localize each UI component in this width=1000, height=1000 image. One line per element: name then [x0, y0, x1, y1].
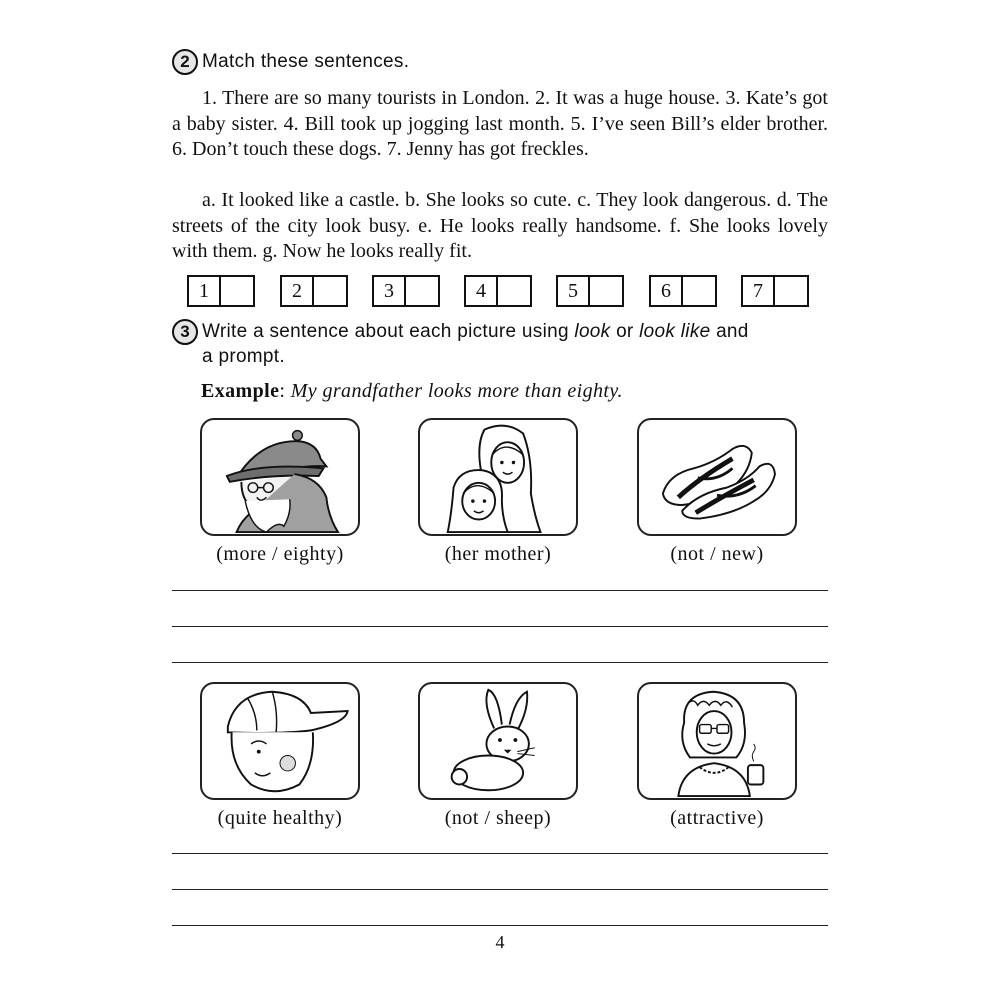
- picture-caption: (quite healthy): [217, 807, 343, 829]
- picture-mother-daughter: [418, 418, 578, 536]
- picture-caption: (her mother): [444, 543, 552, 565]
- answer-box[interactable]: 2: [280, 275, 348, 307]
- task-2-answers: a. It looked like a castle. b. She looks so cute. c. They look dangerous. d. The streets of the city look busy. e. He looks really handsome. f. She looks lovely with them. g. Now he looks really fit.: [172, 189, 828, 262]
- answer-box[interactable]: 1: [187, 275, 255, 307]
- example-sentence: Example: My grandfather looks more than eighty.: [201, 380, 623, 402]
- picture-caption: (attractive): [670, 807, 764, 829]
- writing-line[interactable]: [172, 662, 828, 663]
- task-2-heading: Match these sentences.: [202, 51, 410, 72]
- rabbit-icon: [420, 684, 576, 798]
- writing-line[interactable]: [172, 889, 828, 890]
- answer-box[interactable]: 5: [556, 275, 624, 307]
- woman-glasses-icon: [639, 684, 795, 798]
- picture-old-man: [200, 418, 360, 536]
- picture-woman-glasses: [637, 682, 797, 800]
- picture-caption: (more / eighty): [216, 543, 344, 565]
- task-3-number: 3: [172, 319, 198, 345]
- picture-caption: (not / new): [670, 543, 764, 565]
- answer-box[interactable]: 4: [464, 275, 532, 307]
- writing-line[interactable]: [172, 925, 828, 926]
- picture-caption: (not / sheep): [444, 807, 552, 829]
- writing-line[interactable]: [172, 853, 828, 854]
- old-man-icon: [202, 420, 358, 534]
- page-number: 4: [495, 932, 505, 952]
- task-3-heading: Write a sentence about each picture using look or look like and a prompt.: [202, 321, 749, 367]
- picture-rabbit: [418, 682, 578, 800]
- picture-sandals: [637, 418, 797, 536]
- mother-daughter-icon: [420, 420, 576, 534]
- answer-box[interactable]: 7: [741, 275, 809, 307]
- picture-boy-cap: [200, 682, 360, 800]
- writing-line[interactable]: [172, 590, 828, 591]
- answer-box[interactable]: 6: [649, 275, 717, 307]
- writing-line[interactable]: [172, 626, 828, 627]
- task-2-number: 2: [172, 49, 198, 75]
- task-2-sentences: 1. There are so many tourists in London. 2. It was a huge house. 3. Kate’s got a baby sister. 4. Bill took up jogging last month. 5. I’ve seen Bill’s elder brother. 6. Don’t touch these dogs. 7. Jenny has got freckles.: [172, 87, 828, 160]
- boy-cap-icon: [202, 684, 358, 798]
- answer-box[interactable]: 3: [372, 275, 440, 307]
- sandals-icon: [639, 420, 795, 534]
